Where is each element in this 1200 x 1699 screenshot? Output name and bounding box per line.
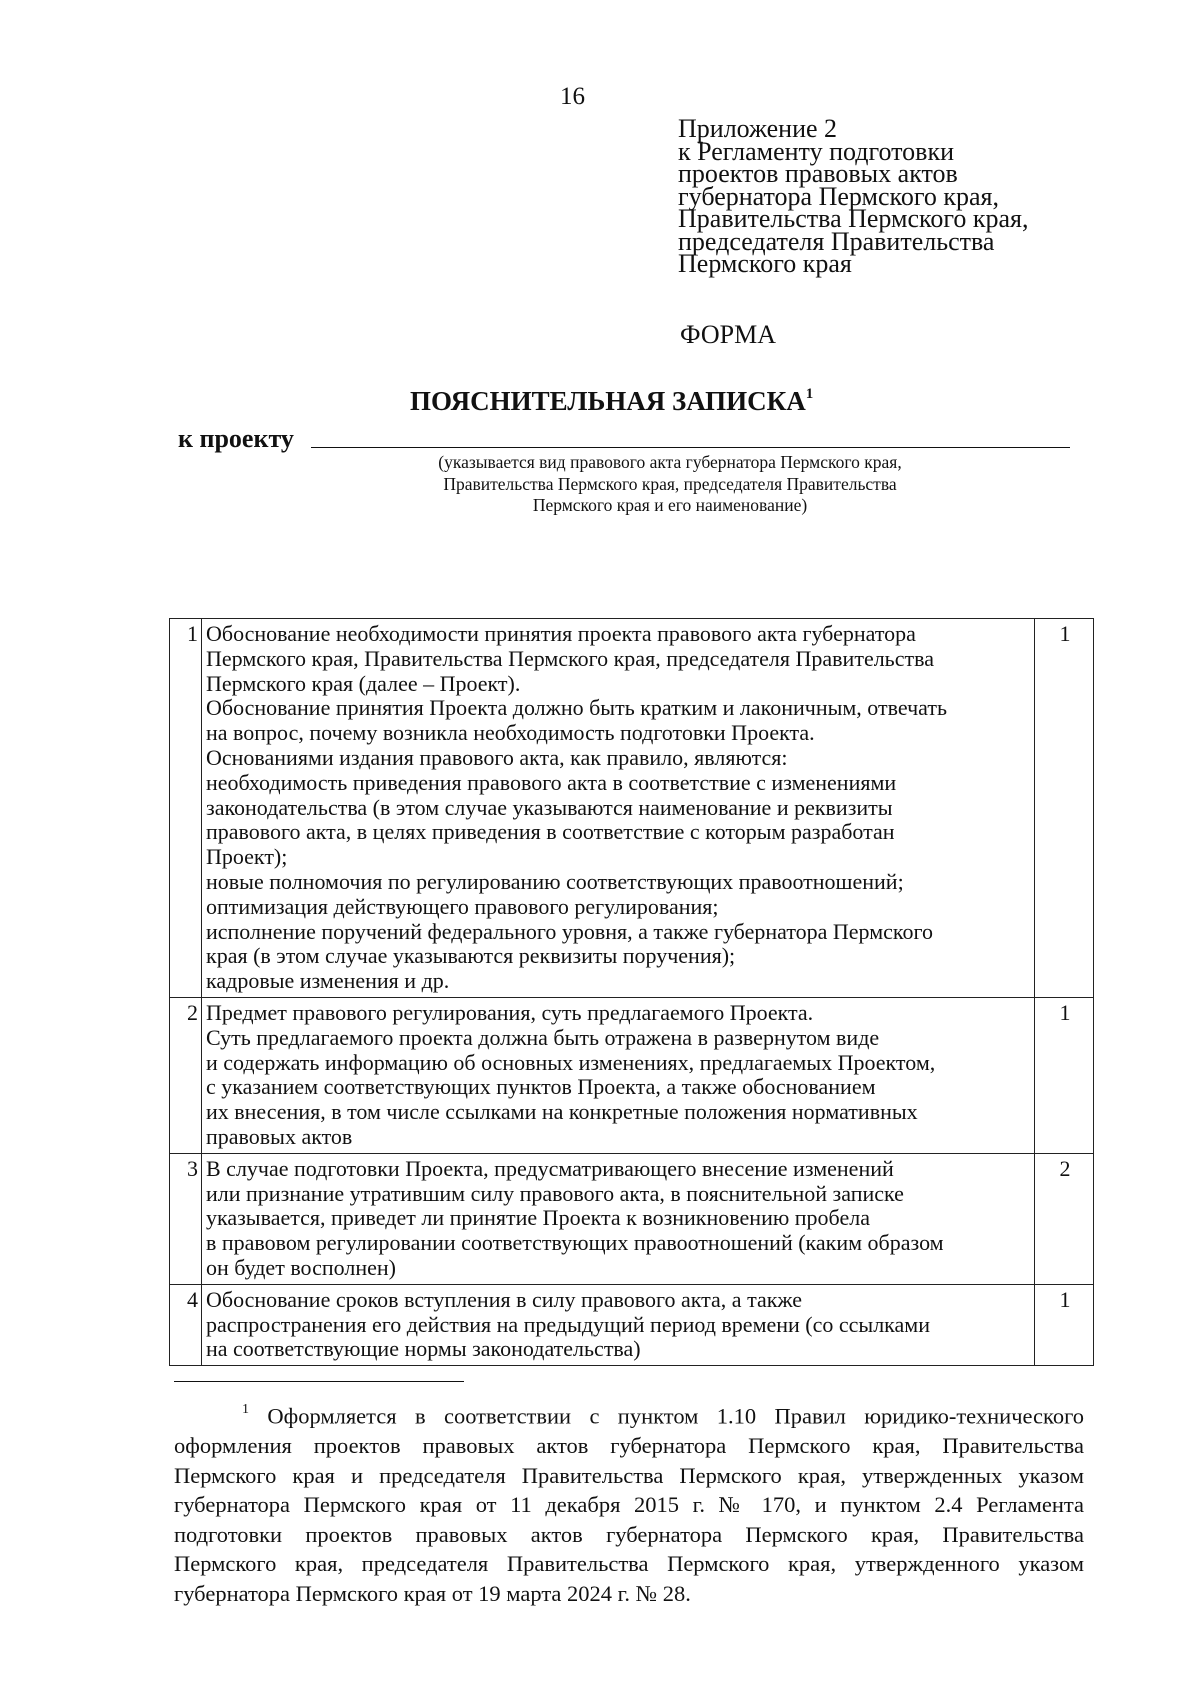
row-text-line: новые полномочия по регулированию соответствующих правоотношений; (206, 868, 904, 894)
row-text (202, 619, 1035, 998)
table-row (170, 1284, 1094, 1365)
appendix-heading (678, 114, 1148, 278)
footnote-divider (174, 1381, 464, 1382)
row-text-line: или признание утратившим силу правового акта, в пояснительной записке (206, 1180, 904, 1206)
row-text-line: правового акта, в целях приведения в соответствие с которым разработан (206, 819, 895, 845)
row-text-line: правовых актов (206, 1123, 353, 1149)
requirements-table (169, 618, 1094, 1366)
row-text-line: Пермского края (далее – Проект). (206, 670, 521, 696)
row-number: 1 (170, 619, 202, 998)
footnote-line (174, 1397, 1084, 1431)
row-score: 1 (1035, 619, 1094, 998)
row-text-line: распространения его действия на предыдущий период времени (со ссылками (206, 1311, 930, 1337)
row-score: 1 (1035, 1284, 1094, 1365)
row-text-line: законодательства (в этом случае указываются наименование и реквизиты (206, 794, 893, 820)
project-label: к проекту (178, 424, 294, 453)
row-text-line: Проект); (206, 844, 288, 870)
row-text-line: Предмет правового регулирования, суть предлагаемого Проекта. (206, 999, 814, 1025)
row-text-line: и содержать информацию об основных изменениях, предлагаемых Проектом, (206, 1049, 936, 1075)
row-text-line: их внесения, в том числе ссылками на конкретные положения нормативных (206, 1099, 918, 1125)
row-number: 2 (170, 997, 202, 1153)
row-text-line: Обоснование необходимости принятия проекта правового акта губернатора (206, 621, 916, 646)
row-text (202, 1284, 1035, 1365)
footnote-line-text: Оформляется в соответствии с пунктом 1.10 Правил юридико-технического (267, 1403, 1085, 1429)
table-row (170, 997, 1094, 1153)
footnote-line: Пермского края и председателя Правительства Пермского края, утвержденных указом (174, 1462, 1084, 1488)
row-score: 2 (1035, 1153, 1094, 1284)
row-text-line: необходимость приведения правового акта в соответствие с изменениями (206, 769, 897, 795)
project-hint (370, 452, 970, 517)
row-text-line: края (в этом случае указываются реквизиты поручения); (206, 943, 736, 969)
row-text-line: Пермского края, Правительства Пермского края, председателя Правительства (206, 645, 934, 671)
footnote (174, 1397, 1084, 1608)
row-text-line: Обоснование сроков вступления в силу правового акта, а также (206, 1286, 803, 1312)
row-text-line: В случае подготовки Проекта, предусматривающего внесение изменений (206, 1155, 894, 1181)
row-text-line: указывается, приведет ли принятие Проекта к возникновению пробела (206, 1205, 870, 1231)
row-number: 4 (170, 1284, 202, 1365)
row-text (202, 997, 1035, 1153)
row-text-line: с указанием соответствующих пунктов Проекта, а также обоснованием (206, 1074, 876, 1100)
project-hint-line: (указывается вид правового акта губернатора Пермского края, (438, 452, 902, 472)
table-row (170, 1153, 1094, 1284)
row-text-line: в правовом регулировании соответствующих правоотношений (каким образом (206, 1230, 944, 1256)
appendix-line: председателя Правительства (678, 226, 995, 256)
row-text-line: оптимизация действующего правового регулирования; (206, 893, 719, 919)
project-hint-line: Правительства Пермского края, председателя Правительства (443, 473, 897, 494)
table-row (170, 619, 1094, 998)
footnote-line: подготовки проектов правовых актов губернатора Пермского края, Правительства (174, 1521, 1084, 1547)
page-number: 16 (560, 83, 585, 110)
row-text-line: он будет восполнен) (206, 1254, 396, 1280)
appendix-line: к Регламенту подготовки (678, 136, 954, 166)
footnote-mark: 1 (242, 1402, 249, 1417)
footnote-line: Пермского края, председателя Правительства Пермского края, утвержденного указом (174, 1551, 1084, 1576)
row-number: 3 (170, 1153, 202, 1284)
form-label: ФОРМА (680, 320, 776, 349)
row-text-line: Суть предлагаемого проекта должна быть отражена в развернутом виде (206, 1024, 880, 1050)
appendix-line: Пермского края (678, 249, 852, 278)
document-title-text: ПОЯСНИТЕЛЬНАЯ ЗАПИСКА (410, 386, 806, 416)
row-text-line: исполнение поручений федерального уровня, а также губернатора Пермского (206, 918, 933, 944)
row-text-line: на вопрос, почему возникла необходимость подготовки Проекта. (206, 720, 815, 746)
row-score: 1 (1035, 997, 1094, 1153)
row-text-line: на соответствующие нормы законодательства) (206, 1336, 641, 1362)
appendix-line: губернатора Пермского края, (678, 181, 999, 211)
appendix-line: проектов правовых актов (678, 159, 958, 188)
row-text-line: Обоснование принятия Проекта должно быть кратким и лаконичным, отвечать (206, 695, 947, 721)
footnote-line: губернатора Пермского края от 11 декабря 2015 г. № 170, и пунктом 2.4 Регламента (174, 1492, 1084, 1517)
row-text (202, 1153, 1035, 1284)
title-footnote-mark: 1 (805, 386, 814, 402)
footnote-line: оформления проектов правовых актов губернатора Пермского края, Правительства (174, 1433, 1084, 1458)
row-text-line: Основаниями издания правового акта, как правило, являются: (206, 744, 788, 770)
document-title (410, 380, 813, 417)
footnote-line: губернатора Пермского края от 19 марта 2024 г. № 28. (174, 1580, 691, 1606)
project-fill-line (311, 447, 1070, 448)
project-hint-line: Пермского края и его наименование) (532, 495, 808, 515)
appendix-line: Правительства Пермского края, (678, 204, 1029, 233)
appendix-line: Приложение 2 (678, 114, 838, 143)
row-text-line: кадровые изменения и др. (206, 968, 450, 994)
